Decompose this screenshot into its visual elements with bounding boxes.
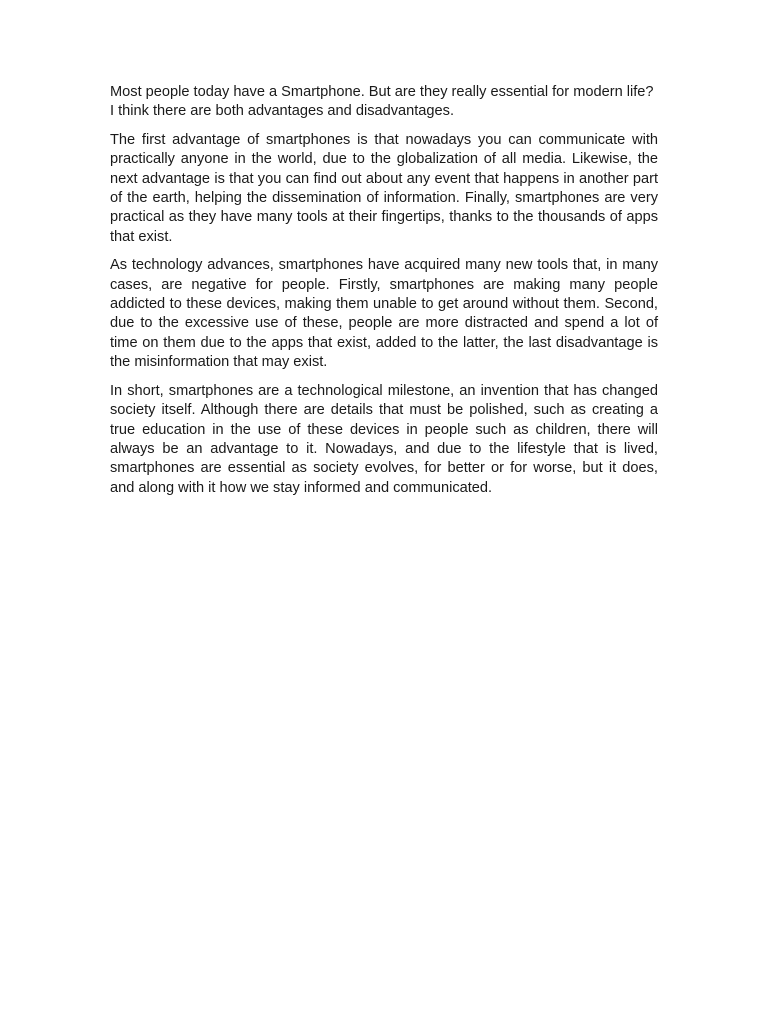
paragraph-disadvantages: As technology advances, smartphones have acquired many new tools that, in many cases, are negative for people. Firstly, smartphones are making many people addicted to these devices, making them unable to get around without them. Second, due to the excessive use of these, people are more distracted and spend a lot of time on them due to the apps that exist, added to the latter, the last disadvantage is the misinformation that may exist. xyxy=(110,257,658,371)
paragraph-conclusion: In short, smartphones are a technological milestone, an invention that has changed society itself. Although there are details that must be polished, such as creating a true education in the use of these devices in people such as children, there will always be an advantage to it. Nowadays, and due to the lifestyle that is lived, smartphones are essential as society evolves, for better or for worse, but it does, and along with it how we stay informed and communicated. xyxy=(110,382,658,496)
document-body xyxy=(110,83,658,507)
paragraph-advantages: The first advantage of smartphones is that nowadays you can communicate with practically anyone in the world, due to the globalization of all media. Likewise, the next advantage is that you can find out about any event that happens in another part of the earth, helping the dissemination of information. Finally, smartphones are very practical as they have many tools at their fingertips, thanks to the thousands of apps that exist. xyxy=(110,131,658,245)
paragraph-intro: Most people today have a Smartphone. But are they really essential for modern life? I think there are both advantages and disadvantages. xyxy=(110,84,654,120)
